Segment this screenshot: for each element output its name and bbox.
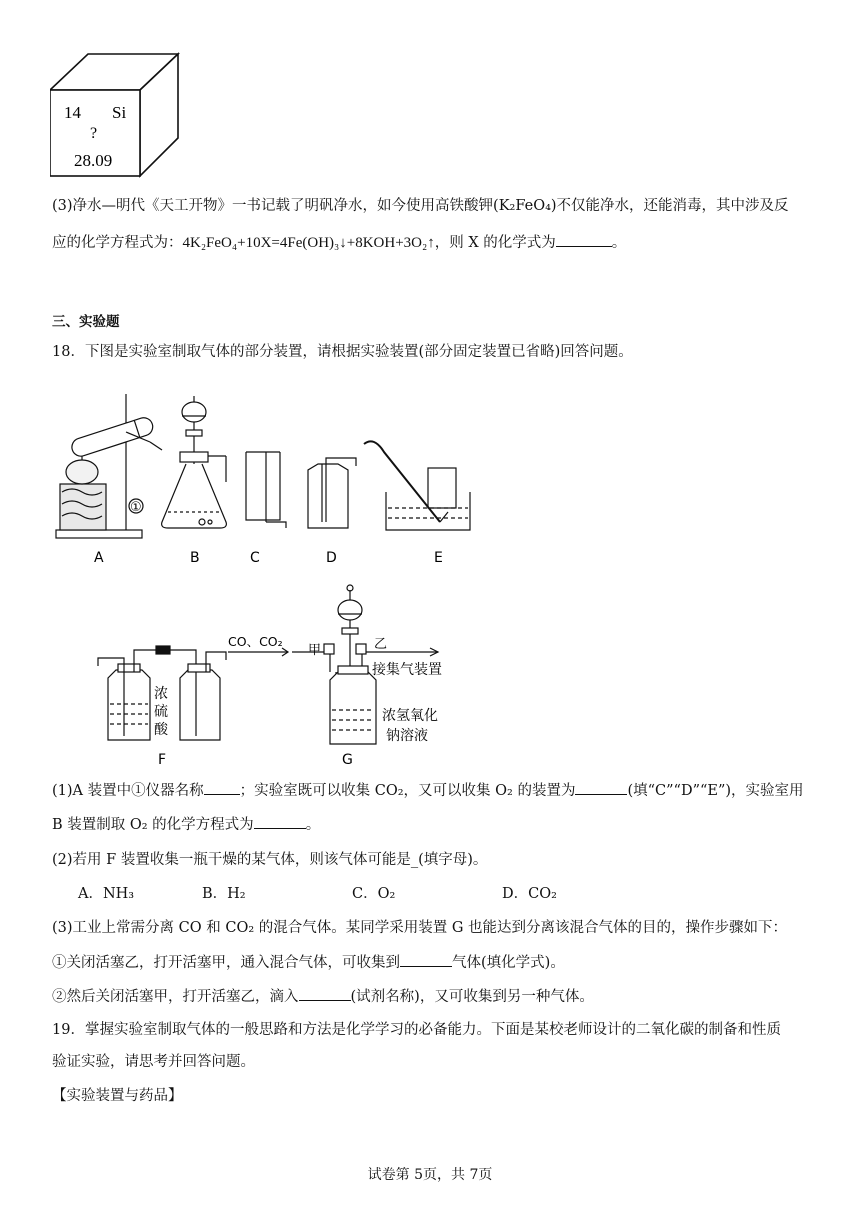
element-mass: 28.09 xyxy=(74,151,113,170)
q17-3-suffix: ，则 X 的化学式为 xyxy=(434,235,556,251)
q18-1-line1 xyxy=(52,780,804,801)
q18-1-text-b: ；实验室既可以收集 CO₂，又可以收集 O₂ 的装置为 xyxy=(239,783,576,799)
q18-1-text-d: B 装置制取 O₂ 的化学方程式为 xyxy=(52,817,254,833)
apparatus-d xyxy=(308,458,356,528)
option-b[interactable]: B．H₂ xyxy=(202,886,246,902)
q19-line3: 【实验装置与药品】 xyxy=(52,1088,183,1104)
label-f: F xyxy=(158,752,167,768)
element-name: ? xyxy=(90,125,98,142)
q17-3-equation: 4K₂FeO₄+10X=4Fe(OH)₃↓+8KOH+3O₂↑ xyxy=(182,235,435,251)
label-g: G xyxy=(342,752,353,768)
answer-blank[interactable] xyxy=(575,780,627,795)
q18-3-step2-text: ②然后关闭活塞甲，打开活塞乙，滴入 xyxy=(52,989,299,1005)
q19-line2: 验证实验，请思考并回答问题。 xyxy=(52,1054,255,1070)
option-c[interactable]: C．O₂ xyxy=(352,886,396,902)
element-card xyxy=(50,52,180,182)
apparatus-figure-bottom xyxy=(92,574,472,774)
apparatus-a xyxy=(56,394,162,538)
apparatus-e xyxy=(364,441,470,530)
label-c: C xyxy=(250,550,260,566)
option-d[interactable]: D．CO₂ xyxy=(502,886,557,902)
answer-blank[interactable] xyxy=(556,232,612,247)
q19-line1: 19．掌握实验室制取气体的一般思路和方法是化学学习的必备能力。下面是某校老师设计的二氧化碳的制备和性质 xyxy=(52,1022,781,1038)
q18-3-step2-end: (试剂名称)，又可收集到另一种气体。 xyxy=(350,989,594,1005)
element-symbol: Si xyxy=(112,103,127,122)
apparatus-a-circle: ① xyxy=(130,500,142,515)
apparatus-c xyxy=(246,452,286,528)
q18-3-step1-text: ①关闭活塞乙，打开活塞甲，通入混合气体，可收集到 xyxy=(52,955,400,971)
naoh-label-2: 钠溶液 xyxy=(386,728,428,744)
q18-3-step1-end: 气体(填化学式)。 xyxy=(452,955,565,971)
q18-intro: 18．下图是实验室制取气体的部分装置，请根据实验装置(部分固定装置已省略)回答问题。 xyxy=(52,344,633,360)
acid-char-1: 浓 xyxy=(154,686,168,702)
apparatus-figure-top xyxy=(52,372,472,572)
page-footer: 试卷第 5页，共 7页 xyxy=(367,1167,493,1183)
element-number: 14 xyxy=(64,103,81,122)
answer-blank[interactable] xyxy=(204,780,240,795)
acid-char-3: 酸 xyxy=(154,722,168,738)
q18-3-step1 xyxy=(52,952,565,973)
answer-blank[interactable] xyxy=(400,952,452,967)
label-d: D xyxy=(326,550,337,566)
q18-1-line2 xyxy=(52,814,320,835)
collect-label: 接集气装置 xyxy=(372,662,442,678)
q17-3-line1: (3)净水—明代《天工开物》一书记载了明矾净水，如今使用高铁酸钾(K₂FeO₄)不仅能净水，还能消毒，其中涉及反 xyxy=(52,198,789,214)
q17-3-end: 。 xyxy=(611,235,627,251)
naoh-label-1: 浓氢氧化 xyxy=(382,708,438,724)
label-e: E xyxy=(434,550,443,566)
gas-label: CO、CO₂ xyxy=(228,634,283,649)
acid-char-2: 硫 xyxy=(154,704,168,720)
apparatus-b xyxy=(162,396,227,528)
q18-2: (2)若用 F 装置收集一瓶干燥的某气体，则该气体可能是_(填字母)。 xyxy=(52,852,488,868)
q18-3: (3)工业上常需分离 CO 和 CO₂ 的混合气体。某同学采用装置 G 也能达到分离该混合气体的目的，操作步骤如下： xyxy=(52,920,788,936)
q17-3-prefix: 应的化学方程式为： xyxy=(52,235,183,251)
q17-3-line2 xyxy=(52,232,626,253)
label-b: B xyxy=(190,550,200,566)
option-a[interactable]: A．NH₃ xyxy=(78,886,135,902)
q18-1-text-e: 。 xyxy=(305,817,321,833)
q18-1-text-c: (填“C”“D”“E”)，实验室用 xyxy=(627,783,804,799)
valve-jia: 甲 xyxy=(308,643,322,658)
label-a: A xyxy=(94,550,104,566)
section-title: 三、实验题 xyxy=(52,314,120,330)
answer-blank[interactable] xyxy=(254,814,306,829)
answer-blank[interactable] xyxy=(299,986,351,1001)
valve-yi: 乙 xyxy=(374,637,388,652)
q18-3-step2 xyxy=(52,986,594,1007)
q18-1-text-a: (1)A 装置中①仪器名称 xyxy=(52,783,204,799)
